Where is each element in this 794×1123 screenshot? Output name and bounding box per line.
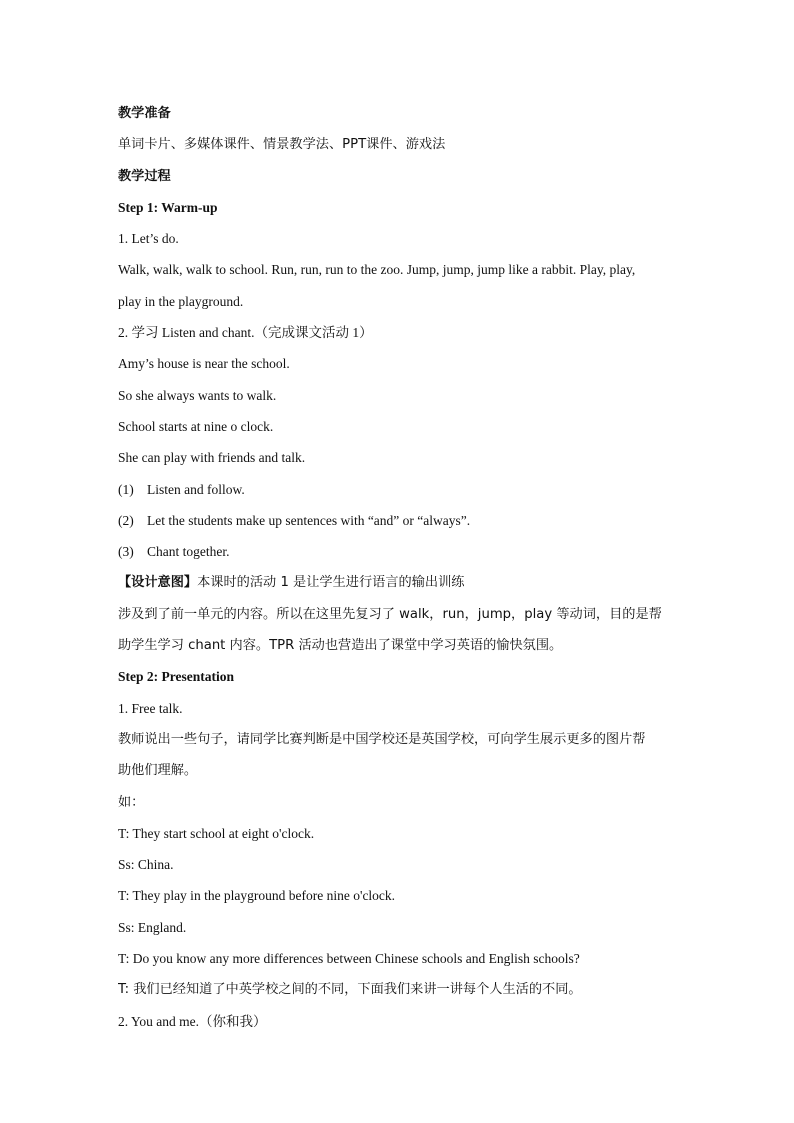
step1-item2: 2. 学习 Listen and chant.（完成课文活动 1）	[118, 325, 373, 341]
design-intent-label: 【设计意图】	[118, 575, 198, 591]
dialog-line: T: They play in the playground before nine o'clock.	[118, 888, 396, 904]
list-item	[118, 505, 678, 536]
process-heading: 教学过程	[118, 168, 171, 184]
step1-heading: Step 1: Warm-up	[118, 199, 218, 215]
dialog-line: T: Do you know any more differences between Chinese schools and English schools?	[118, 951, 580, 967]
step1-do-line2: play in the playground.	[118, 293, 244, 309]
step1-item1: 1. Let’s do.	[118, 231, 179, 247]
list-text: Listen and follow.	[147, 481, 245, 497]
list-item	[118, 474, 678, 505]
list-number: (3)	[118, 544, 134, 560]
list-number: (1)	[118, 481, 134, 497]
list-text: Chant together.	[147, 544, 230, 560]
teacher-line2: 助他们理解。	[118, 763, 198, 779]
dialog-line: Ss: England.	[118, 919, 187, 935]
design-intent-text: 本课时的活动 1 是让学生进行语言的输出训练	[197, 575, 465, 591]
teacher-line1: 教师说出一些句子，请同学比赛判断是中国学校还是英国学校，可向学生展示更多的图片帮	[118, 731, 646, 747]
design-intent-line2: 涉及到了前一单元的内容。所以在这里先复习了 walk，run，jump，play 等动词，目的是帮	[118, 606, 662, 622]
dialog-line: T: 我们已经知道了中英学校之间的不同，下面我们来讲一讲每个人生活的不同。	[118, 982, 582, 998]
dialog-line: T: They start school at eight o'clock.	[118, 825, 315, 841]
step2-item1: 1. Free talk.	[118, 700, 183, 716]
design-intent-line1	[118, 567, 678, 598]
prep-text: 单词卡片、多媒体课件、情景教学法、PPT课件、游戏法	[118, 137, 446, 153]
step2-item2: 2. You and me.（你和我）	[118, 1013, 267, 1029]
step1-do-line1: Walk, walk, walk to school. Run, run, run to the zoo. Jump, jump, jump like a rabbit. Play, play,	[118, 262, 636, 278]
step2-heading: Step 2: Presentation	[118, 669, 234, 685]
example-label: 如：	[118, 794, 145, 810]
dialog-line: Ss: China.	[118, 857, 174, 873]
chant-line1: Amy’s house is near the school.	[118, 356, 290, 372]
chant-line3: School starts at nine o clock.	[118, 418, 274, 434]
chant-line4: She can play with friends and talk.	[118, 450, 306, 466]
list-text: Let the students make up sentences with “and” or “always”.	[147, 512, 471, 528]
prep-heading: 教学准备	[118, 106, 171, 121]
list-number: (2)	[118, 512, 134, 528]
chant-line2: So she always wants to walk.	[118, 387, 277, 403]
document-page	[118, 98, 678, 1037]
design-intent-line3: 助学生学习 chant 内容。TPR 活动也营造出了课堂中学习英语的愉快氛围。	[118, 638, 563, 654]
list-item	[118, 536, 678, 567]
